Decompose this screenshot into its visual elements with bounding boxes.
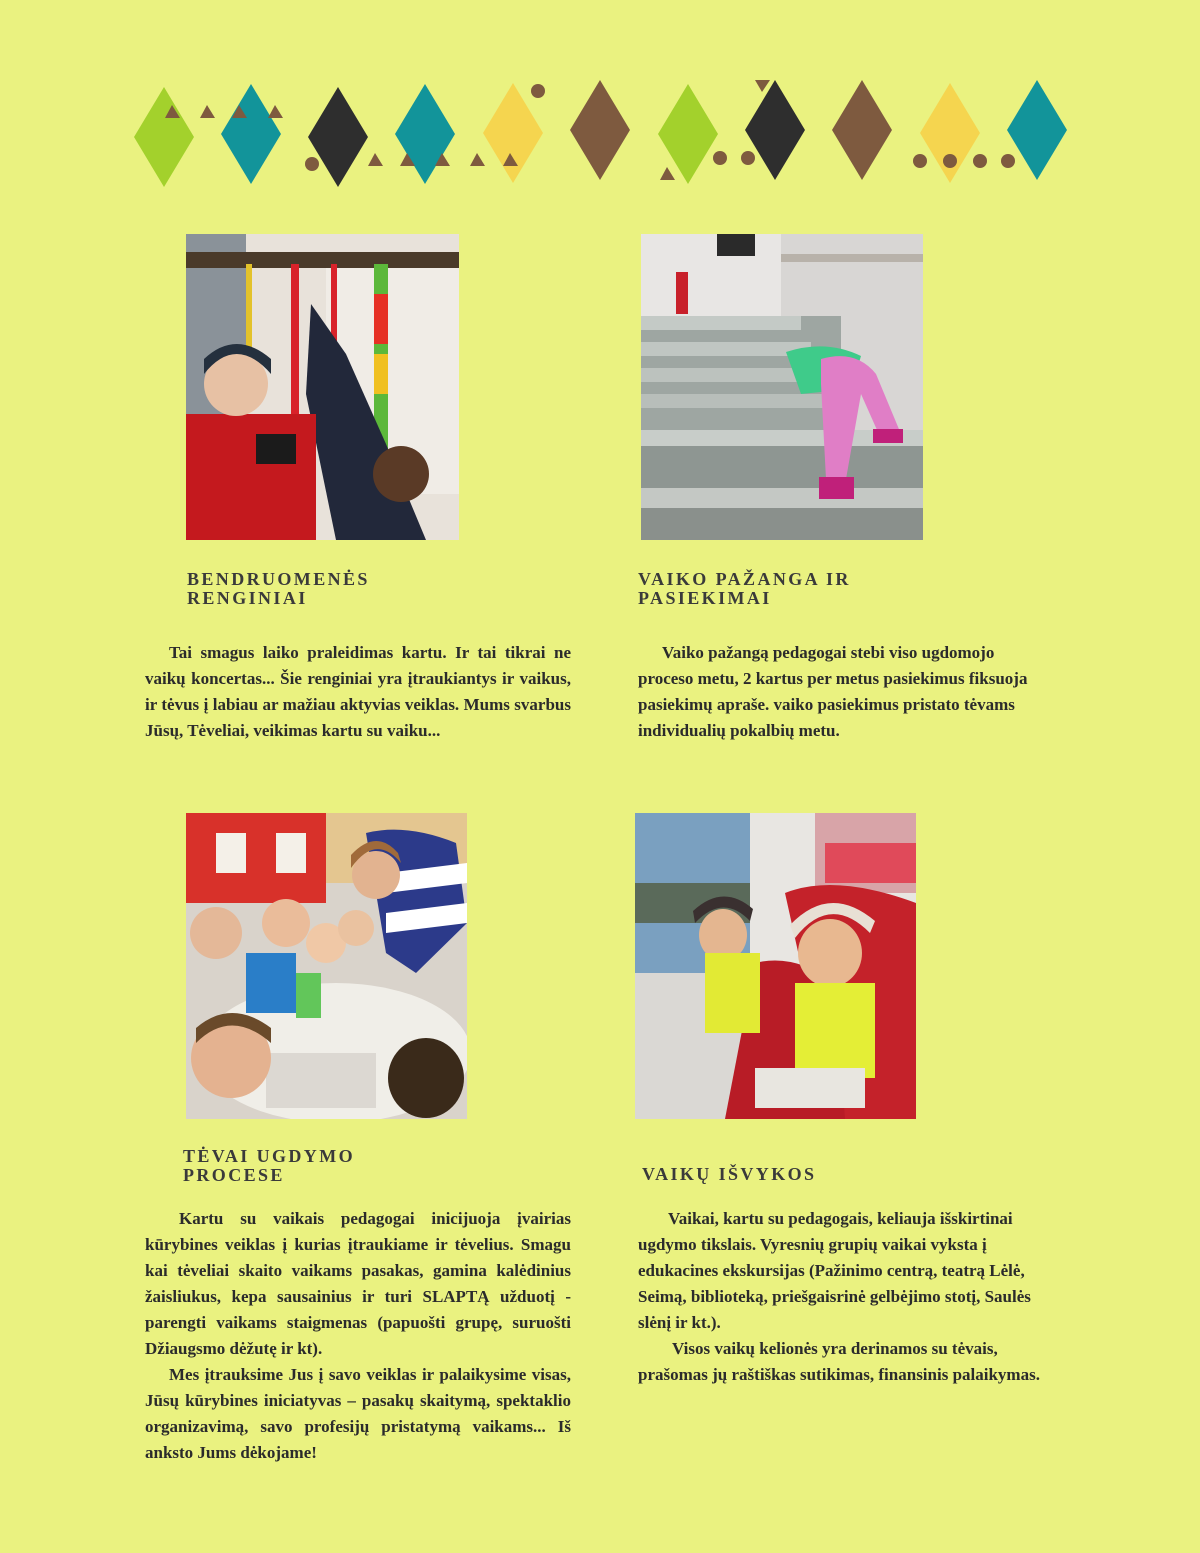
section-title-community-events: BENDRUOMENĖS RENGINIAI: [187, 569, 370, 608]
photo-community-event: [186, 234, 459, 540]
paragraph: Vaiko pažangą pedagogai stebi viso ugdomojo proceso metu, 2 kartus per metus pasiekimus fiksuoja pasiekimų apraše. vaiko pasiekimus pristato tėvams individualių pokalbių metu.: [638, 643, 1028, 740]
paragraph: Visos vaikų kelionės yra derinamos su tėvais, prašomas jų raštiškas sutikimas, finansinis palaikymas.: [638, 1339, 1040, 1384]
paragraph: Vaikai, kartu su pedagogais, keliauja išskirtinai ugdymo tikslais. Vyresnių grupių vaikai vyksta į edukacines ekskursijas (Pažinimo centrą, teatrą Lėlė, Seimą, biblioteką, priešgaisrinė gelbėjimo stotį, Saulės slėnį ir kt.).: [638, 1209, 1031, 1332]
diamond-banner: [0, 0, 1200, 220]
photo-parents-education: [186, 813, 467, 1119]
diamond-shape: [308, 87, 368, 187]
diamond-shape: [745, 80, 805, 180]
photo-child-progress: [641, 234, 923, 540]
section-body-community-events: [145, 640, 571, 744]
diamonds: [134, 80, 1067, 187]
section-title-parents-in-education: TĖVAI UGDYMO PROCESE: [183, 1146, 355, 1185]
diamond-shape: [395, 84, 455, 184]
diamond-shape: [570, 80, 630, 180]
diamond-shape: [221, 84, 281, 184]
section-body-child-progress: [638, 640, 1038, 744]
diamond-shape: [1007, 80, 1067, 180]
paragraph: Tai smagus laiko praleidimas kartu. Ir tai tikrai ne vaikų koncertas... Šie renginiai yra įtraukiantys ir vaikus, ir tėvus į labiau ar mažiau aktyvias veiklas. Mums svarbus Jūsų, Tėveliai, veikimas kartu su vaiku...: [145, 643, 571, 740]
diamond-shape: [483, 83, 543, 183]
photo-children-trips: [635, 813, 916, 1119]
diamond-shape: [134, 87, 194, 187]
diamond-shape: [832, 80, 892, 180]
paragraph: Kartu su vaikais pedagogai inicijuoja įvairias kūrybines veiklas į kurias įtraukiame ir tėvelius. Smagu kai tėveliai skaito vaikams pasakas, gamina kalėdinius žaisliukus, kepa sausainius ir turi SLAPTĄ užduotį - parengti vaikams staigmenas (papuošti grupę, suruošti Džiaugsmo dėžutę ir kt).: [145, 1209, 571, 1358]
section-body-parents-in-education: [145, 1206, 571, 1466]
section-title-trips: VAIKŲ IŠVYKOS: [642, 1164, 817, 1184]
paragraph: Mes įtrauksime Jus į savo veiklas ir palaikysime visas, Jūsų kūrybines iniciatyvas – pasakų skaitymą, spektaklio organizavimą, savo profesijų pristatymą vaikams... Iš anksto Jums dėkojame!: [145, 1365, 571, 1462]
section-body-trips: [638, 1206, 1068, 1388]
section-title-child-progress: VAIKO PAŽANGA IR PASIEKIMAI: [638, 569, 851, 608]
